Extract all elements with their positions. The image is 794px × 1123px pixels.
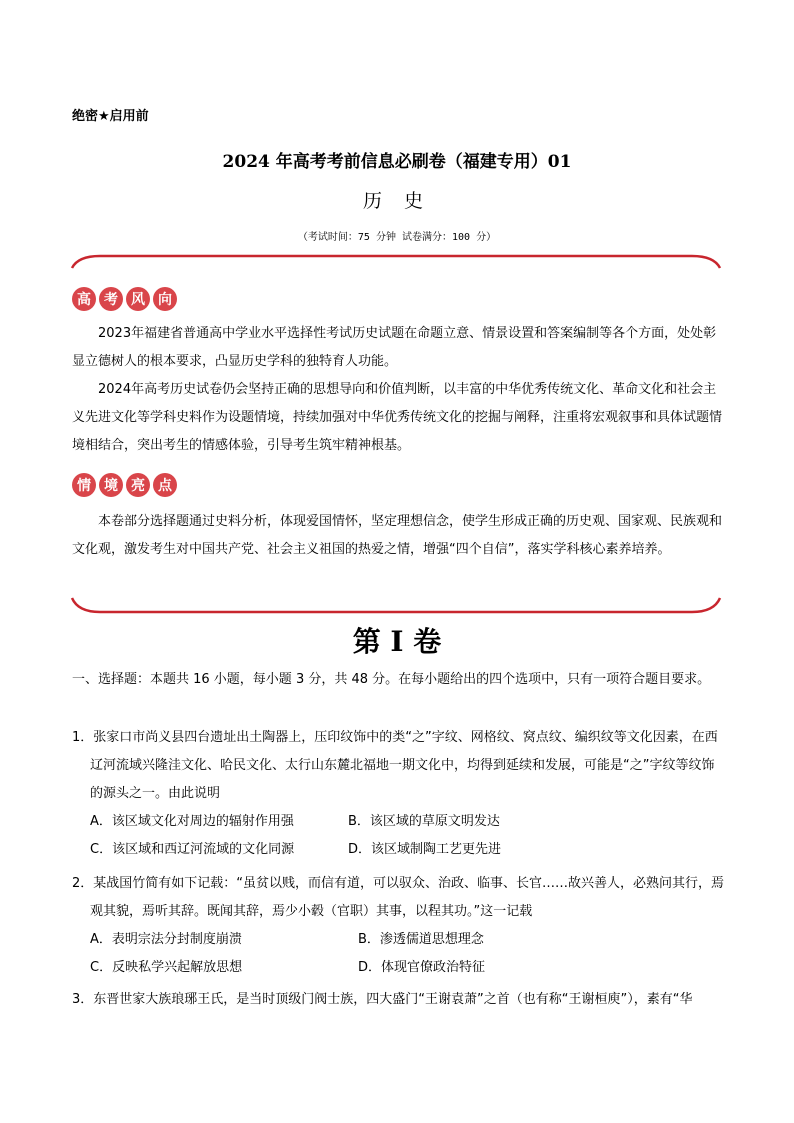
option-c: C．反映私学兴起解放思想 — [90, 960, 243, 975]
badge-char: 风 — [126, 287, 150, 311]
subject-title: 历 史 — [362, 190, 432, 212]
option-a: A．该区域文化对周边的辐射作用强 — [90, 814, 294, 829]
badge-char: 高 — [72, 287, 96, 311]
question-3 — [72, 986, 726, 1014]
option-c: C．该区域和西辽河流域的文化同源 — [90, 842, 295, 857]
question-stem: 2．某战国竹简有如下记载：“虽贫以贱，而信有道，可以驭众、治政、临事、长官……故兴善人，必熟问其行，焉观其貌，焉听其辞。既闻其辞，焉少小毂（官职）其事，以程其功。”这一记载 — [72, 876, 725, 919]
option-b: B．该区域的草原文明发达 — [348, 814, 500, 829]
question-2 — [72, 870, 726, 982]
exam-trend-badge — [72, 287, 177, 313]
page-title: 2024 年高考考前信息必刷卷（福建专用）01 — [222, 152, 572, 172]
intro-paragraph: 本卷部分选择题通过史料分析，体现爱国情怀，坚定理想信念，使学生形成正确的历史观、国家观、民族观和文化观，激发考生对中国共产党、社会主义祖国的热爱之情，增强“四个自信”，落实学科核心素养培养。 — [72, 514, 723, 557]
intro-paragraph: 2024年高考历史试卷仍会坚持正确的思想导向和价值判断，以丰富的中华优秀传统文化、革命文化和社会主义先进文化等学科史料作为设题情境，持续加强对中华优秀传统文化的挖掘与阐释，注重将宏观叙事和具体试题情境相结合，突出考生的情感体验，引导考生筑牢精神根基。 — [72, 382, 723, 453]
question-stem: 1．张家口市尚义县四台遗址出土陶器上，压印纹饰中的类“之”字纹、网格纹、窝点纹、编织纹等文化因素，在西辽河流域兴隆洼文化、哈民文化、太行山东麓北福地一期文化中，均得到延续和发展，可能是“之”字纹等纹饰的源头之一。由此说明 — [72, 730, 718, 801]
badge-char: 点 — [153, 473, 177, 497]
option-b: B．渗透儒道思想理念 — [358, 932, 484, 947]
intro-text-1 — [72, 320, 724, 460]
section-instructions: 一、选择题：本题共 16 小题，每小题 3 分，共 48 分。在每小题给出的四个选项中，只有一项符合题目要求。 — [72, 672, 711, 687]
question-1 — [72, 724, 726, 864]
frame-bottom-curve — [72, 598, 720, 612]
badge-char: 境 — [99, 473, 123, 497]
option-a: A．表明宗法分封制度崩溃 — [90, 932, 242, 947]
option-d: D．该区域制陶工艺更先进 — [348, 842, 502, 857]
frame-top-curve — [72, 256, 720, 268]
intro-text-2 — [72, 508, 724, 564]
intro-paragraph: 2023年福建省普通高中学业水平选择性考试历史试题在命题立意、情景设置和答案编制等各个方面，处处彰显立德树人的根本要求，凸显历史学科的独特育人功能。 — [72, 326, 717, 369]
option-d: D．体现官僚政治特征 — [358, 960, 486, 975]
volume-heading: 第 I 卷 — [352, 625, 442, 658]
badge-char: 亮 — [126, 473, 150, 497]
badge-char: 考 — [99, 287, 123, 311]
exam-info: （考试时间：75 分钟 试卷满分：100 分） — [297, 232, 497, 243]
badge-char: 情 — [72, 473, 96, 497]
confidential-label: 绝密★启用前 — [72, 109, 149, 124]
question-stem: 3．东晋世家大族琅琊王氏，是当时顶级门阀士族，四大盛门“王谢袁萧”之首（也有称“王谢桓庾”），素有“华 — [72, 992, 693, 1007]
badge-char: 向 — [153, 287, 177, 311]
context-highlight-badge — [72, 473, 177, 499]
